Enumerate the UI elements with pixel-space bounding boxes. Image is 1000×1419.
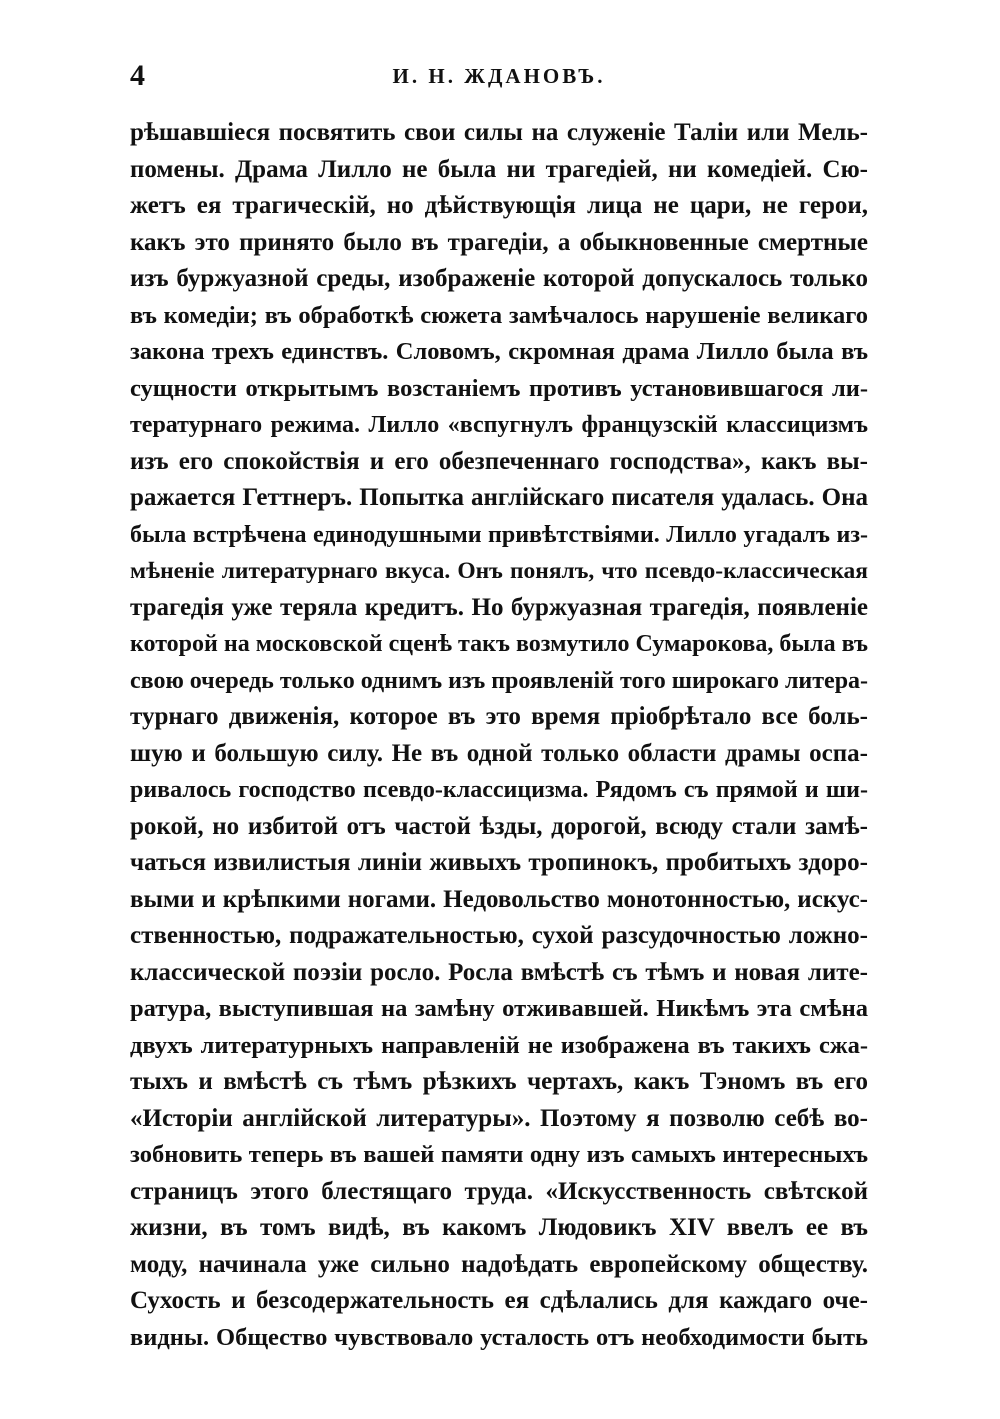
text-line: свою очередь только однимъ изъ проявленій того широкаго литера- <box>130 667 869 694</box>
text-line: «Исторіи англійской литературы». Поэтому я позволю себѣ во- <box>130 1104 868 1132</box>
text-line: Сухость и безсодержательность ея сдѣлались для каждаго оче- <box>130 1287 868 1314</box>
text-line: тыхъ и вмѣстѣ съ тѣмъ рѣзкихъ чертахъ, какъ Тэномъ въ его <box>130 1068 868 1095</box>
author-header: И. Н. ЖДАНОВЪ. <box>392 64 606 88</box>
text-line: помены. Драма Лилло не была ни трагедіей, ни комедіей. Сю- <box>130 155 868 183</box>
text-line: была встрѣчена единодушными привѣтствіями. Лилло угадалъ из- <box>130 521 868 548</box>
text-line: видны. Общество чувствовало усталость отъ необходимости быть <box>130 1323 868 1351</box>
text-line: страницъ этого блестящаго труда. «Искусственность свѣтской <box>130 1177 868 1205</box>
text-line: закона трехъ единствъ. Словомъ, скромная драма Лилло была въ <box>130 338 868 365</box>
text-line: мѣненіе литературнаго вкуса. Онъ понялъ, что псевдо-классическая <box>130 558 868 584</box>
running-head <box>130 56 868 96</box>
text-line: ратура, выступившая на замѣну отживавшей. Никѣмъ эта смѣна <box>130 995 868 1022</box>
text-line: изъ буржуазной среды, изображеніе которой допускалось только <box>130 265 868 292</box>
text-line: двухъ литературныхъ направленій не изображена въ такихъ сжа- <box>130 1031 868 1059</box>
text-line: рокой, но избитой отъ частой ѣзды, дорогой, всюду стали замѣ- <box>130 812 868 840</box>
text-line: которой на московской сценѣ такъ возмутило Сумарокова, была въ <box>130 631 868 657</box>
text-line: жизни, въ томъ видѣ, въ какомъ Людовикъ XIV ввелъ ее въ <box>130 1214 868 1241</box>
text-line: ственностью, подражательностью, сухой разсудочностью ложно- <box>130 922 868 949</box>
text-line: рѣшавшіеся посвятить свои силы на служеніе Таліи или Мель- <box>130 119 868 146</box>
text-line: выми и крѣпкими ногами. Недовольство монотонностью, искус- <box>130 885 868 913</box>
text-line: жетъ ея трагическій, но дѣйствующія лица не цари, не герои, <box>130 192 868 219</box>
text-line: изъ его спокойствія и его обезпеченнаго господства», какъ вы- <box>130 447 868 475</box>
text-line: ривалось господство псевдо-классицизма. Рядомъ съ прямой и ши- <box>130 777 868 803</box>
text-line: турнаго движенія, которое въ это время пріобрѣтало все боль- <box>130 703 868 730</box>
text-line: шую и большую силу. Не въ одной только области драмы оспа- <box>130 739 868 767</box>
text-line: какъ это принято было въ трагедіи, а обыкновенные смертные <box>130 228 868 256</box>
text-line: въ комедіи; въ обработкѣ сюжета замѣчалось нарушеніе великаго <box>130 301 868 329</box>
text-line: трагедія уже теряла кредитъ. Но буржуазная трагедія, появленіе <box>130 593 868 621</box>
text-line: классической поэзіи росло. Росла вмѣстѣ съ тѣмъ и новая лите- <box>130 958 868 986</box>
text-line: сущности открытымъ возстаніемъ противъ установившагося ли- <box>130 374 868 402</box>
text-line: зобновить теперь въ вашей памяти одну изъ самыхъ интересныхъ <box>130 1141 868 1168</box>
text-line: тературнаго режима. Лилло «вспугнулъ французскій классицизмъ <box>130 412 868 438</box>
text-line: ражается Геттнеръ. Попытка англійскаго писателя удалась. Она <box>130 484 868 511</box>
body-text <box>130 115 868 1356</box>
page-number: 4 <box>130 59 145 92</box>
text-line: чаться извилистыя линіи живыхъ тропинокъ, пробитыхъ здоро- <box>130 849 868 876</box>
text-line: моду, начинала уже сильно надоѣдать европейскому обществу. <box>130 1250 868 1278</box>
